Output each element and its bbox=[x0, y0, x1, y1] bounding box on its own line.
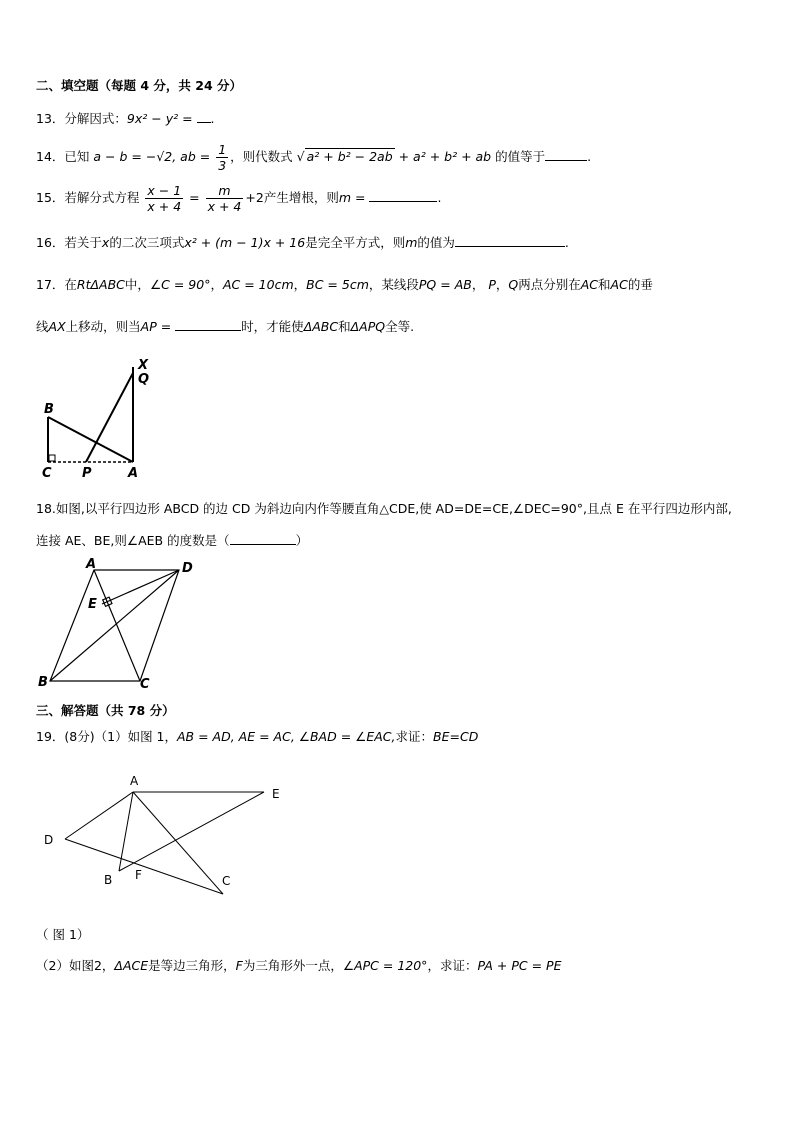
period: . bbox=[437, 190, 442, 205]
question-text: 19．(8分)（1）如图 1， bbox=[36, 729, 177, 744]
answer-blank[interactable] bbox=[230, 531, 296, 545]
math-segment: AC bbox=[580, 277, 599, 292]
label-a: A bbox=[128, 466, 139, 481]
period: . bbox=[210, 111, 215, 126]
figure-q18 bbox=[36, 558, 211, 693]
question-text: 上移动，则当 bbox=[65, 319, 141, 334]
label-e: E bbox=[272, 787, 280, 801]
label-f: F bbox=[135, 868, 142, 882]
question-text: ， bbox=[495, 277, 509, 292]
math-triangle: ΔACE bbox=[114, 958, 149, 973]
question-text: 全等. bbox=[385, 319, 415, 334]
figure-q17 bbox=[36, 355, 166, 485]
question-text: 分解因式： bbox=[64, 111, 127, 126]
question-text: 已知 bbox=[64, 149, 90, 164]
math-variable: F bbox=[235, 958, 243, 973]
math-segment: AC bbox=[610, 277, 628, 292]
question-text: ，则代数式 bbox=[230, 149, 293, 164]
question-number: 17． bbox=[36, 277, 65, 292]
math-triangle: ΔAPQ bbox=[350, 319, 386, 334]
equals-sign: = bbox=[185, 190, 204, 205]
math-goal: BE=CD bbox=[433, 729, 479, 744]
segment-ab bbox=[119, 792, 133, 871]
answer-blank[interactable] bbox=[455, 233, 565, 247]
question-text: 为三角形外一点， bbox=[242, 958, 343, 973]
math-goal: PA + PC = PE bbox=[477, 958, 562, 973]
math-segment: AX bbox=[48, 319, 66, 334]
question-18-line-2 bbox=[36, 531, 308, 550]
label-b: B bbox=[38, 675, 48, 690]
math-expression: + a² + b² + ab bbox=[394, 149, 492, 164]
answer-blank[interactable] bbox=[369, 188, 437, 202]
label-c: C bbox=[140, 677, 150, 692]
label-b: B bbox=[104, 873, 113, 887]
math-variable: m bbox=[338, 190, 352, 205]
question-16 bbox=[36, 233, 569, 252]
question-text: 若关于 bbox=[64, 235, 102, 250]
fraction-denominator: 3 bbox=[218, 158, 227, 173]
question-text: （2）如图2， bbox=[36, 958, 115, 973]
math-expression: 9x² − y² = bbox=[126, 111, 197, 126]
label-p: P bbox=[82, 466, 92, 481]
period: . bbox=[587, 149, 592, 164]
section-heading-solutions: 三、解答题（共 78 分） bbox=[36, 703, 175, 718]
question-text: 中， bbox=[124, 277, 150, 292]
label-e: E bbox=[88, 597, 97, 612]
answer-blank[interactable] bbox=[175, 317, 241, 331]
label-a: A bbox=[130, 774, 139, 788]
question-text: 若解分式方程 bbox=[64, 190, 140, 205]
math-angle: ∠APC = 120° bbox=[342, 958, 428, 973]
question-text: ，某线段 bbox=[368, 277, 419, 292]
figure-q19-1 bbox=[36, 768, 296, 898]
question-number: 16． bbox=[36, 235, 65, 250]
label-c: C bbox=[222, 874, 231, 888]
question-17-line-1 bbox=[36, 276, 653, 294]
fraction-numerator: 1 bbox=[218, 142, 227, 157]
question-19-part-2 bbox=[36, 957, 561, 975]
section-heading-fill-in: 二、填空题（每题 4 分，共 24 分） bbox=[36, 78, 243, 93]
question-text: 的二次三项式 bbox=[109, 235, 185, 250]
equals-sign: = bbox=[351, 190, 370, 205]
label-a: A bbox=[86, 558, 97, 572]
math-variable: Q bbox=[508, 277, 519, 292]
question-text: 和 bbox=[598, 277, 611, 292]
period: . bbox=[564, 235, 569, 250]
question-14 bbox=[36, 142, 591, 173]
question-text: 是等边三角形， bbox=[148, 958, 236, 973]
question-text: 是完全平方式，则 bbox=[305, 235, 406, 250]
question-15 bbox=[36, 183, 441, 214]
question-text: ） bbox=[295, 533, 309, 548]
label-q: Q bbox=[138, 372, 150, 387]
segment-ad bbox=[65, 792, 133, 839]
math-angle: ∠C = 90° bbox=[149, 277, 211, 292]
question-text: 两点分别在 bbox=[518, 277, 581, 292]
math-expression: x² + (m − 1)x + 16 bbox=[184, 235, 306, 250]
label-b: B bbox=[44, 402, 54, 417]
math-equation: PQ = AB bbox=[418, 277, 472, 292]
math-variable: m bbox=[405, 235, 418, 250]
question-number: 15． bbox=[36, 190, 65, 205]
math-length: AC = 10cm bbox=[222, 277, 294, 292]
math-length: BC = 5cm bbox=[306, 277, 369, 292]
figure-caption: （ 图 1） bbox=[36, 927, 90, 942]
math-condition: a − b = −√2, ab = bbox=[93, 149, 215, 164]
math-term: +2 bbox=[245, 190, 264, 205]
segment-ac bbox=[94, 570, 140, 681]
answer-blank[interactable] bbox=[197, 109, 211, 123]
math-segment: AP bbox=[140, 319, 157, 334]
equals-sign: = bbox=[156, 319, 176, 334]
answer-blank[interactable] bbox=[545, 147, 587, 161]
radicand: a² + b² − 2ab bbox=[306, 149, 393, 164]
question-text: ， bbox=[471, 277, 489, 292]
question-text: ， bbox=[293, 277, 307, 292]
question-text: 求证： bbox=[395, 729, 434, 744]
fraction-right bbox=[206, 183, 244, 214]
question-text: 线 bbox=[36, 319, 49, 334]
fraction-one-third bbox=[216, 142, 228, 173]
question-text: 和 bbox=[338, 319, 351, 334]
sqrt-sign: √ bbox=[296, 149, 305, 164]
question-text: 产生增根，则 bbox=[263, 190, 339, 205]
label-d: D bbox=[44, 833, 54, 847]
question-text: 在 bbox=[64, 277, 77, 292]
question-18-line-1: 18.如图,以平行四边形 ABCD 的边 CD 为斜边向内作等腰直角△CDE,使 AD=DE=CE,∠DEC=90°,且点 E 在平行四边形内部, bbox=[36, 501, 732, 516]
question-text: 连接 AE、BE,则∠AEB 的度数是（ bbox=[36, 533, 230, 548]
fraction-left bbox=[145, 183, 183, 214]
math-variable: P bbox=[488, 277, 496, 292]
question-19-part-1 bbox=[36, 728, 478, 746]
question-text: 的垂 bbox=[627, 277, 653, 292]
math-triangle: ΔABC bbox=[303, 319, 339, 334]
question-number: 13． bbox=[36, 111, 65, 126]
math-conditions: AB = AD, AE = AC, ∠BAD = ∠EAC, bbox=[177, 729, 396, 744]
fraction-numerator: m bbox=[206, 183, 244, 199]
right-angle-marker bbox=[49, 455, 55, 461]
math-variable: x bbox=[101, 235, 110, 250]
question-13 bbox=[36, 109, 215, 128]
fraction-denominator: x + 4 bbox=[207, 199, 242, 214]
question-number: 14． bbox=[36, 149, 65, 164]
label-c: C bbox=[42, 466, 52, 481]
fraction-denominator: x + 4 bbox=[147, 199, 182, 214]
segment-be bbox=[119, 792, 264, 871]
label-x: X bbox=[138, 358, 149, 373]
question-text: 的值等于 bbox=[491, 149, 546, 164]
fraction-numerator: x − 1 bbox=[147, 183, 182, 198]
question-text: 的值为 bbox=[417, 235, 455, 250]
question-text: ， bbox=[210, 277, 223, 292]
question-text: ，求证： bbox=[427, 958, 478, 973]
question-17-line-2 bbox=[36, 317, 414, 336]
question-text: 时，才能使 bbox=[241, 319, 304, 334]
label-d: D bbox=[182, 561, 193, 576]
segment-ed bbox=[102, 570, 179, 604]
math-triangle: RtΔABC bbox=[76, 277, 125, 292]
